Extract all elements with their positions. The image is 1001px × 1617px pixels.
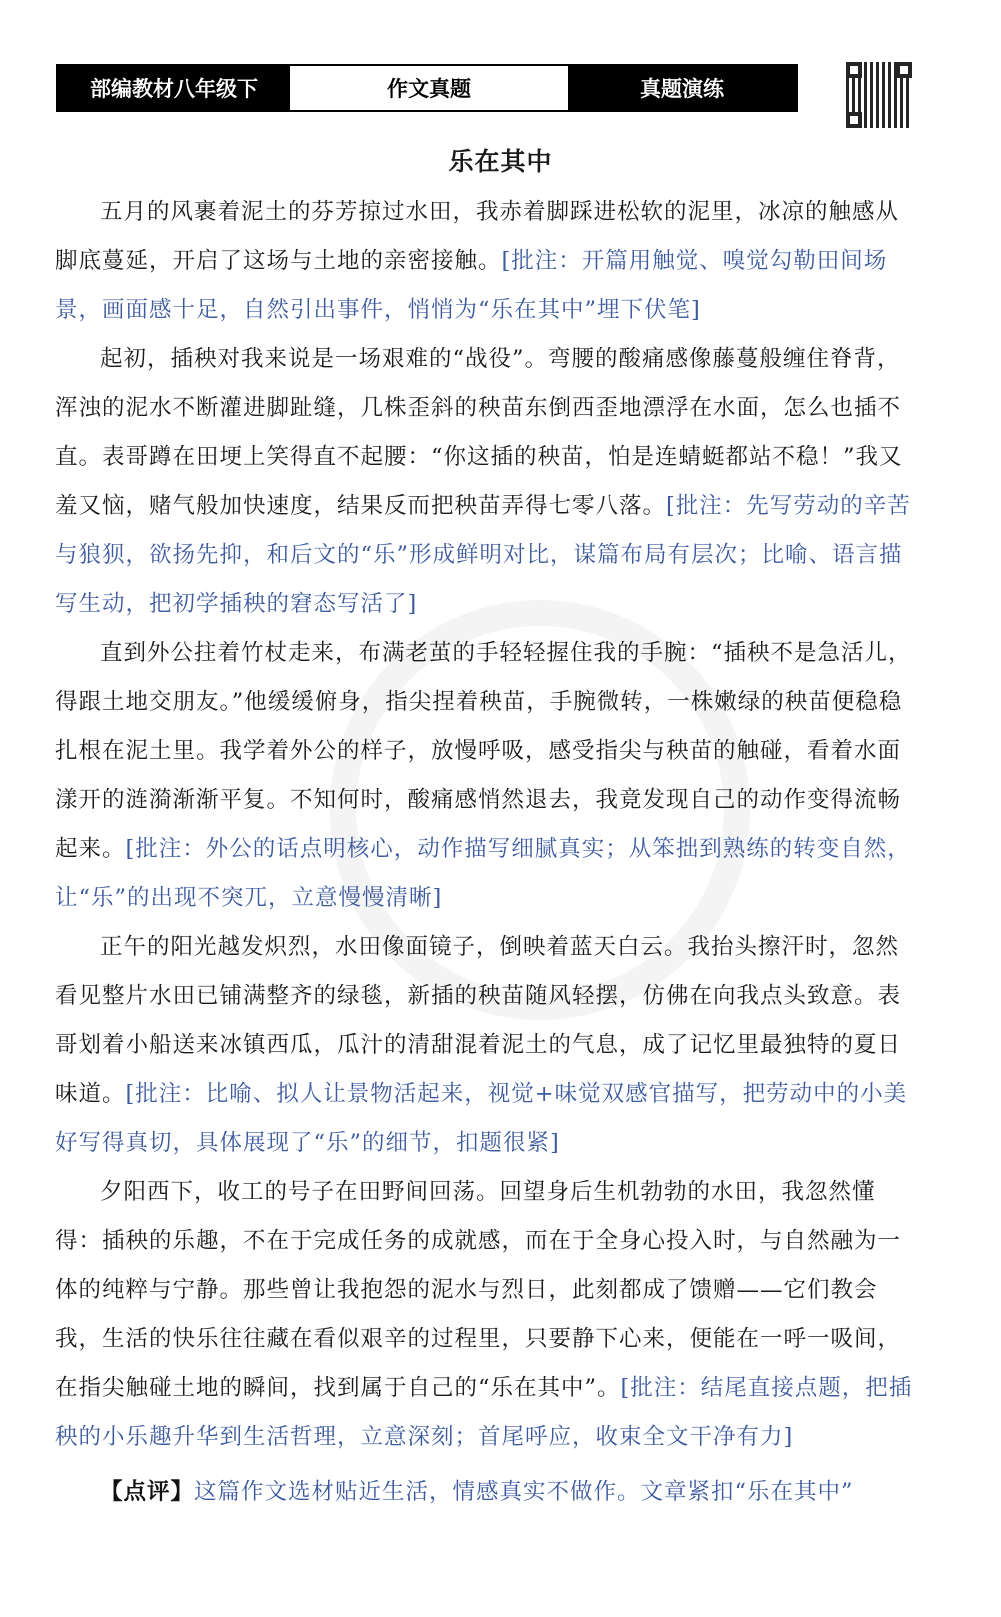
paragraph-1 — [55, 188, 917, 335]
paragraph-text: 直到外公拄着竹杖走来，布满老茧的手轻轻握住我的手腕：“插秧不是急活儿，得跟土地交朋友。”他缓缓俯身，指尖捏着秧苗，手腕微转，一株嫩绿的秧苗便稳稳扎根在泥土里。我学着外公的样子，放慢呼吸，感受指尖与秧苗的触碰，看着水面漾开的涟漪渐渐平复。不知何时，酸痛感悄然退去，我竟发现自己的动作变得流畅起来。 — [55, 640, 912, 862]
header-practice-label: 真题演练 — [568, 66, 796, 110]
essay-title: 乐在其中 — [448, 147, 553, 176]
paragraph-2 — [55, 335, 917, 629]
qr-code-icon[interactable] — [846, 62, 912, 128]
annotation-note: [批注：先写劳动的辛苦与狼狈，欲扬先抑，和后文的“乐”形成鲜明对比，谋篇布局有层次；比喻、语言描写生动，把初学插秧的窘态写活了] — [55, 493, 911, 617]
paragraph-text: 夕阳西下，收工的号子在田野间回荡。回望身后生机勃勃的水田，我忽然懂得：插秧的乐趣，不在于完成任务的成就感，而在于全身心投入时，与自然融为一体的纯粹与宁静。那些曾让我抱怨的泥水与烈日，此刻都成了馈赠——它们教会我，生活的快乐往往藏在看似艰辛的过程里，只要静下心来，便能在一呼一吸间，在指尖触碰土地的瞬间，找到属于自己的“乐在其中”。 — [55, 1179, 902, 1401]
annotation-note: [批注：比喻、拟人让景物活起来，视觉+味觉双感官描写，把劳动中的小美好写得真切，具体展现了“乐”的细节，扣题很紧] — [55, 1081, 908, 1156]
comment-label: 【点评】 — [100, 1479, 195, 1505]
header-grade-label: 部编教材八年级下 — [58, 66, 290, 110]
paragraph-4 — [55, 923, 917, 1168]
paragraph-5 — [55, 1168, 917, 1462]
comment-paragraph — [55, 1468, 917, 1517]
comment-text: 这篇作文选材贴近生活，情感真实不做作。文章紧扣“乐在其中” — [194, 1479, 854, 1505]
essay-body — [55, 188, 917, 1517]
paragraph-text: 五月的风裹着泥土的芬芳掠过水田，我赤着脚踩进松软的泥里，冰凉的触感从脚底蔓延，开启了这场与土地的亲密接触。 — [55, 199, 900, 274]
header-section-label: 作文真题 — [290, 66, 568, 110]
paragraph-text: 起初，插秧对我来说是一场艰难的“战役”。弯腰的酸痛感像藤蔓般缠住脊背，浑浊的泥水不断灌进脚趾缝，几株歪斜的秧苗东倒西歪地漂浮在水面，怎么也插不直。表哥蹲在田埂上笑得直不起腰：“你这插的秧苗，怕是连蜻蜓都站不稳！”我又羞又恼，赌气般加快速度，结果反而把秧苗弄得七零八落。 — [55, 346, 903, 519]
paragraph-text: 正午的阳光越发炽烈，水田像面镜子，倒映着蓝天白云。我抬头擦汗时，忽然看见整片水田已铺满整齐的绿毯，新插的秧苗随风轻摆，仿佛在向我点头致意。表哥划着小船送来冰镇西瓜，瓜汁的清甜混着泥土的气息，成了记忆里最独特的夏日味道。 — [55, 934, 902, 1107]
annotation-note: [批注：结尾直接点题，把插秧的小乐趣升华到生活哲理，立意深刻；首尾呼应，收束全文干净有力] — [55, 1375, 913, 1450]
paragraph-3 — [55, 629, 917, 923]
annotation-note: [批注：外公的话点明核心，动作描写细腻真实；从笨拙到熟练的转变自然，让“乐”的出现不突兀，立意慢慢清晰] — [55, 836, 911, 911]
annotation-note: [批注：开篇用触觉、嗅觉勾勒田间场景，画面感十足，自然引出事件，悄悄为“乐在其中”埋下伏笔] — [55, 248, 888, 323]
header-bar — [56, 64, 798, 112]
